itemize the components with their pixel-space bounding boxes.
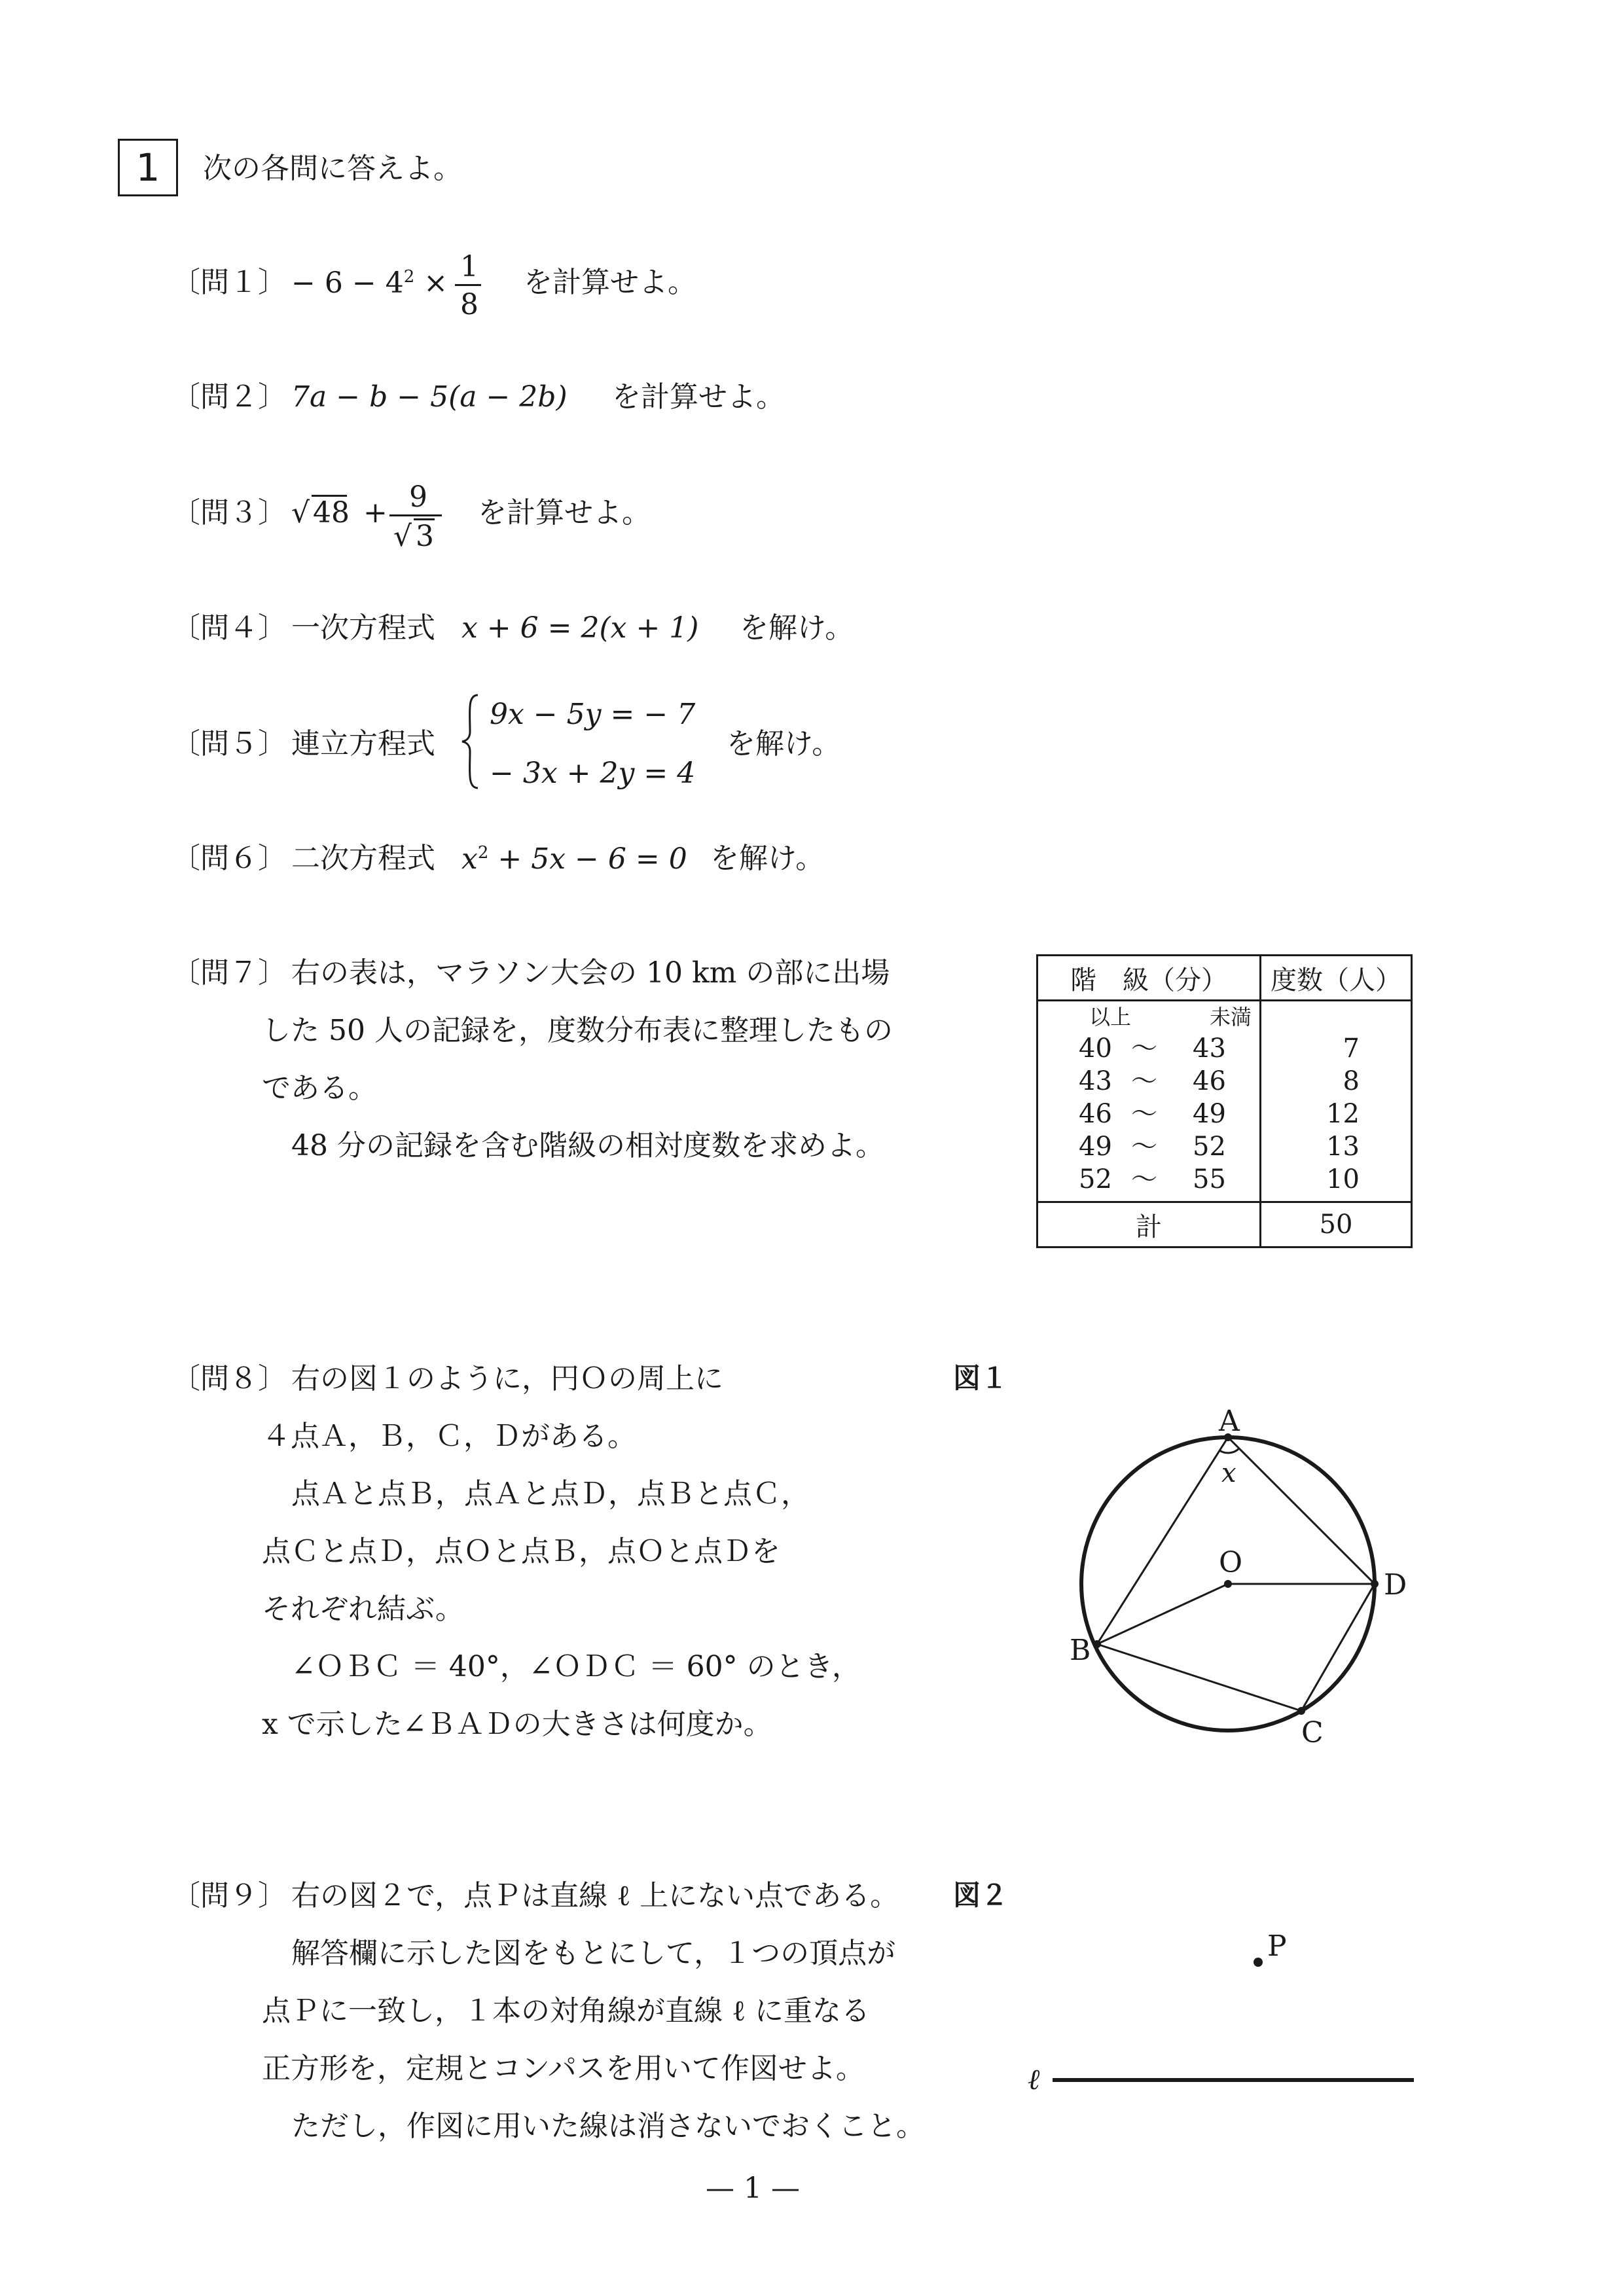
segment-ad (1228, 1437, 1375, 1584)
table-header-row (1038, 956, 1412, 1001)
q1-expr (291, 268, 448, 298)
q3-fraction (389, 480, 442, 555)
segment-cd (1301, 1584, 1375, 1711)
q4-kind: 一次方程式 (291, 611, 435, 645)
q9-line-4: 正方形を，定規とコンパスを用いて作図せよ。 (262, 2052, 865, 2085)
q3-label: 〔問３〕 (171, 496, 287, 529)
row-5-sep: 〜 (1131, 1164, 1157, 1194)
question-number: 1 (135, 145, 160, 190)
figure-2-diagram (1021, 1911, 1427, 2121)
q6-suffix: を解け。 (710, 842, 825, 875)
q8-line-7: x で示した∠ＢＡＤの大きさは何度か。 (262, 1708, 772, 1741)
header-class: 階 級（分） (1038, 956, 1261, 1001)
q9-line-2: 解答欄に示した図をもとにして，１つの頂点が (291, 1937, 896, 1970)
instruction-text: 次の各問に答えよ。 (203, 152, 462, 185)
row-4-low: 49 (1079, 1132, 1112, 1162)
segment-bc (1097, 1644, 1301, 1711)
q8-line-5: それぞれ結ぶ。 (262, 1592, 464, 1626)
row-1-high: 43 (1193, 1033, 1226, 1064)
frequency-cell (1261, 1001, 1412, 1202)
sub-low-label: 以上 (1089, 1005, 1132, 1030)
point-d (1371, 1580, 1379, 1588)
row-1-freq: 7 (1343, 1033, 1360, 1064)
q7-line-4: 48 分の記録を含む階級の相対度数を求めよ。 (291, 1129, 884, 1162)
q3-numerator: 9 (409, 480, 427, 514)
row-2-high: 46 (1193, 1066, 1226, 1096)
figure-1-title: 図１ (953, 1362, 1009, 1394)
q6-rest: + 5x − 6 = 0 (497, 842, 687, 876)
q1-fraction (455, 250, 481, 321)
q5-eq2: − 3x + 2y = 4 (490, 757, 696, 790)
q3-sqrt-sign-1: √ (291, 496, 310, 529)
row-4-sep: 〜 (1131, 1132, 1157, 1162)
figure-2-title: 図２ (953, 1879, 1009, 1911)
q8-line-1: 右の図１のように，円Ｏの周上に (291, 1362, 723, 1395)
row-3-high: 49 (1193, 1099, 1226, 1129)
q4-suffix: を解け。 (740, 611, 854, 645)
q4-expr: x + 6 = 2(x + 1) (461, 611, 699, 645)
q7-line-3: である。 (262, 1071, 377, 1105)
row-4-freq: 13 (1326, 1132, 1360, 1162)
row-5-low: 52 (1079, 1164, 1112, 1194)
q3-radicand-1: 48 (313, 496, 350, 529)
q8-line-6: ∠ＯＢＣ ＝ 40°，∠ＯＤＣ ＝ 60° のとき， (291, 1650, 861, 1683)
q3-sqrt-sign-2: √ (393, 520, 412, 553)
q6-x: x (461, 842, 478, 876)
q5-suffix: を解け。 (727, 727, 841, 761)
q2-label: 〔問２〕 (171, 380, 287, 414)
label-p: P (1267, 1929, 1287, 1963)
q2-expr: 7a − b − 5(a − 2b) (291, 380, 568, 414)
q1-denominator: 8 (460, 288, 478, 321)
header-frequency: 度数（人） (1261, 956, 1412, 1001)
q5-brace (458, 692, 484, 791)
question-number-box (118, 139, 178, 196)
label-a: A (1219, 1405, 1240, 1438)
point-b (1093, 1640, 1101, 1648)
q4-label: 〔問４〕 (171, 611, 287, 645)
table-total-row (1038, 1202, 1412, 1247)
row-5-high: 55 (1193, 1164, 1226, 1194)
label-x: x (1221, 1458, 1236, 1488)
q3-plus: + (363, 496, 388, 529)
q7-line-1: 右の表は，マラソン大会の 10 km の部に出場 (291, 956, 890, 990)
frequency-table (1036, 954, 1413, 1248)
q9-line-5: ただし，作図に用いた線は消さないでおくこと。 (291, 2109, 925, 2143)
q5-label: 〔問５〕 (171, 727, 287, 761)
page-number: — 1 — (706, 2172, 800, 2205)
row-5-freq: 10 (1326, 1164, 1360, 1194)
table-body-row (1038, 1001, 1412, 1202)
q5-kind: 連立方程式 (291, 727, 435, 761)
angle-x-arc (1219, 1448, 1239, 1453)
row-4-high: 52 (1193, 1132, 1226, 1162)
total-value: 50 (1261, 1202, 1412, 1247)
q1-suffix: を計算せよ。 (524, 266, 696, 299)
label-d: D (1384, 1568, 1407, 1602)
point-c (1297, 1707, 1305, 1715)
q1-numerator: 1 (460, 250, 478, 283)
q5-eq1: 9x − 5y = − 7 (490, 698, 696, 731)
q2-suffix: を計算せよ。 (612, 380, 785, 414)
point-p (1254, 1958, 1263, 1967)
q1-expr-a: − 6 − 4 (291, 266, 404, 300)
label-b: B (1070, 1634, 1091, 1667)
row-3-low: 46 (1079, 1099, 1112, 1129)
row-2-sep: 〜 (1131, 1066, 1157, 1096)
q8-line-4: 点Ｃと点Ｄ，点Ｏと点Ｂ，点Ｏと点Ｄを (262, 1535, 780, 1568)
q6-expr (461, 844, 687, 874)
row-3-sep: 〜 (1131, 1099, 1157, 1129)
q8-line-2: ４点Ａ，Ｂ，Ｃ，Ｄがある。 (262, 1420, 636, 1453)
row-2-low: 43 (1079, 1066, 1112, 1096)
q9-label: 〔問９〕 (171, 1879, 287, 1912)
q8-label: 〔問８〕 (171, 1362, 287, 1395)
q7-label: 〔問７〕 (171, 956, 287, 990)
q3-suffix: を計算せよ。 (478, 496, 651, 529)
q6-exponent: 2 (477, 843, 489, 863)
q1-times: × (424, 266, 448, 300)
label-l: ℓ (1028, 2063, 1040, 2096)
total-label: 計 (1038, 1202, 1261, 1247)
q1-exponent: 2 (403, 267, 415, 287)
q8-line-3: 点Ａと点Ｂ，点Ａと点Ｄ，点Ｂと点Ｃ， (291, 1477, 810, 1511)
q7-line-2: した 50 人の記録を，度数分布表に整理したもの (262, 1014, 893, 1047)
row-1-sep: 〜 (1131, 1033, 1157, 1064)
label-o: O (1219, 1546, 1243, 1579)
q6-label: 〔問６〕 (171, 842, 287, 875)
q6-kind: 二次方程式 (291, 842, 435, 875)
q9-line-3: 点Ｐに一致し，１本の対角線が直線 ℓ に重なる (262, 1994, 871, 2028)
label-c: C (1301, 1716, 1324, 1749)
row-1-low: 40 (1079, 1033, 1112, 1064)
class-cell (1038, 1001, 1261, 1202)
point-o (1224, 1580, 1232, 1588)
q1-label: 〔問１〕 (171, 266, 287, 299)
q9-line-1: 右の図２で，点Ｐは直線 ℓ 上にない点である。 (291, 1879, 899, 1912)
row-2-freq: 8 (1343, 1066, 1360, 1096)
row-3-freq: 12 (1326, 1099, 1360, 1129)
q3-radicand-2: 3 (416, 520, 434, 553)
sub-high-label: 未満 (1210, 1005, 1252, 1030)
figure-1-diagram (1047, 1394, 1440, 1761)
